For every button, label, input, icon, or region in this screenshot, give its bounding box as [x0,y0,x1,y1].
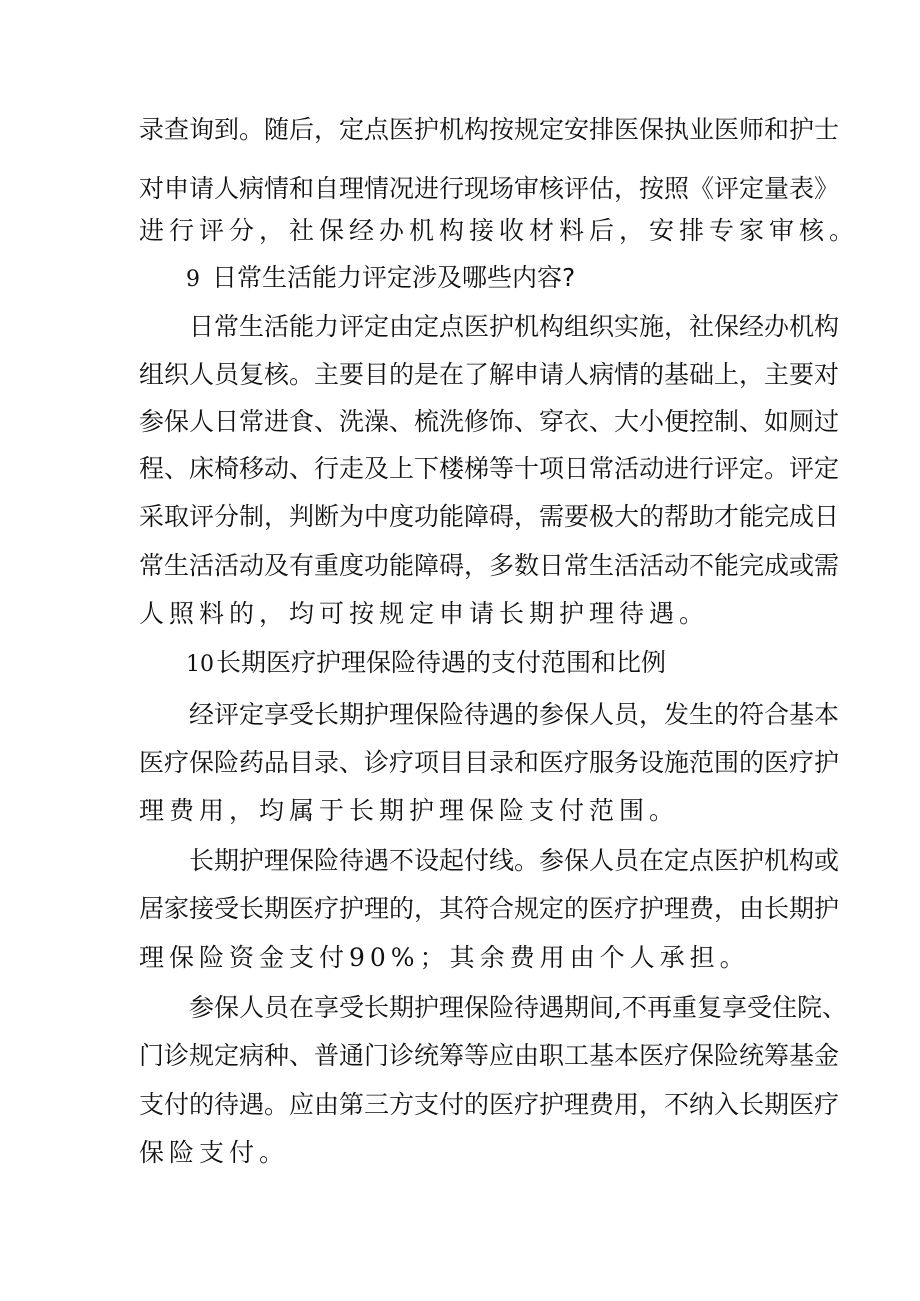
paragraph-line: 常生活活动及有重度功能障碍，多数日常生活活动不能完成或需 [139,551,840,580]
section-number: 9 [186,267,200,292]
section-title: 长期医疗护理保险待遇的支付范围和比例 [216,648,667,677]
paragraph-line: 对申请人病情和自理情况进行现场审核评估，按照《评定量表》 [139,174,840,203]
paragraph-line: 长期护理保险待遇不设起付线。参保人员在定点医护机构或 [189,846,840,875]
paragraph-line: 参保人日常进食、洗澡、梳洗修饰、穿衣、大小便控制、如厕过 [139,407,840,436]
paragraph-line: 医疗保险药品目录、诊疗项目目录和医疗服务设施范围的医疗护 [139,748,840,777]
paragraph-line: 录查询到。随后，定点医护机构按规定安排医保执业医师和护士 [139,115,840,144]
paragraph-line: 日常生活能力评定由定点医护机构组织实施，社保经办机构 [189,312,840,341]
section-number: 10 [186,652,214,677]
paragraph-line: 支付的待遇。应由第三方支付的医疗护理费用，不纳入长期医疗 [139,1090,840,1119]
paragraph-line: 保险支付。 [139,1138,290,1167]
section-title: 日常生活能力评定涉及哪些内容? [212,263,576,292]
section-heading [186,256,575,300]
paragraph-line: 程、床椅移动、行走及上下楼梯等十项日常活动进行评定。评定 [139,454,840,483]
paragraph-line: 人照料的，均可按规定申请长期护理待遇。 [139,599,710,628]
paragraph-line: 参保人员在享受长期护理保险待遇期间,不再重复享受住院、 [189,993,847,1022]
paragraph-line: 门诊规定病种、普通门诊统筹等应由职工基本医疗保险统筹基金 [139,1041,840,1070]
paragraph-line: 理费用，均属于长期护理保险支付范围。 [139,796,680,825]
paragraph-line: 组织人员复核。主要目的是在了解申请人病情的基础上，主要对 [139,360,840,389]
paragraph-line: 居家接受长期医疗护理的，其符合规定的医疗护理费，由长期护 [139,894,840,923]
paragraph-line: 经评定享受长期护理保险待遇的参保人员，发生的符合基本 [189,700,840,729]
section-heading [186,641,666,685]
paragraph-line: 采取评分制，判断为中度功能障碍，需要极大的帮助才能完成日 [139,502,840,531]
paragraph-line: 进行评分，社保经办机构接收材料后，安排专家审核。 [139,216,860,245]
paragraph-line: 理保险资金支付90%；其余费用由个人承担。 [139,943,750,972]
